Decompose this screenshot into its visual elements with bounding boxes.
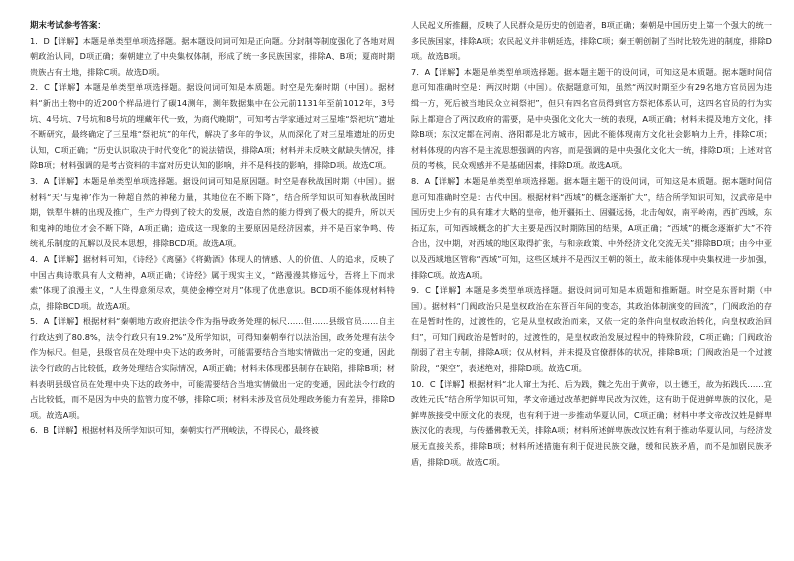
answer-paragraph: 5．A【详解】根据材料“秦朝地方政府把法令作为指导政务处理的标尺……但……县级官员……自主行政达到了80.8%，法令行政只有19.2%”及所学知识，可得知秦朝奉行以法治国，政务处理有法令作为标尺。但是，县级官员在处理中央下达的政务时，可能需要结合当地实情做出一定的变通，因此法令行政的占比较低，政务处理结合实际情况，A项正确；材料未体现郡县制存在缺陷，排除B项；材料表明县级官员在处理中央下达的政务中，可能需要结合当地实情做出一定的变通，因此法令行政的占比较低，而不是因为中央的监管力度不够，排除C项；材料未涉及官员处理政务能力有差异，排除D项。故选A项。: [30, 316, 395, 420]
answer-paragraph: 10．C【详解】根据材料“北人窜土为托、后为践，魏之先出于黄帝，以土德王，故为拓践氏……宜改姓元氏”结合所学知识可知，孝文帝通过改革把鲜卑民改为汉姓，这有助于促进鲜卑族的汉化，是鲜卑族接受中原文化的表现，也有利于进一步推动华夏认同，C项正确；材料中孝文帝改汉姓是鲜卑族汉化的表现，与传播佛教无关，排除A项；材料所述鲜卑族改汉姓有利于推动华夏认同，与经济发展无直接关系，排除B项；材料所述措施有利于促进民族交融，缓和民族矛盾，而不是加剧民族矛盾，排除D项。故选C项。: [410, 378, 772, 467]
answer-paragraph: 7．A【详解】本题是单类型单项选择题。据本题主题干的设问词，可知这是本质题。据本题时间信息可知准确时空是：两汉时期（中国）。依据题意可知，虽然“两汉时期至少有29名地方官员因为违缉一方，死后被当地民众立祠祭祀”，但只有四名官员得到官方祭祀体系认可，这四名官员的行为实际上都迎合了两汉政府的需要，是中央强化文化大一统的表现，A项正确；材料未提及地方文化，排除B项；东汉定都在河南、洛阳都是北方城市，因此不能体现南方文化社会影响力上升，排除C项；材料体现的内容不是主流思想强调的内容，而是强调的是中央强化文化大一统，排除D项；上述对官员的考核，民众观感并不是基础因素，排除D项。故选A项。: [410, 66, 772, 171]
answer-paragraph: 人民起义所推翻，反映了人民群众是历史的创造者，B项正确；秦朝是中国历史上第一个强大的统一多民族国家，排除A项；农民起义并非朝廷选，排除C项；秦王朝创制了当时比较先进的制度，排除D项。故选B项。: [410, 20, 772, 62]
document-title: 期末考试参考答案：: [30, 20, 106, 30]
left-column: [30, 18, 395, 551]
answer-paragraph: 8．A【详解】本题是单类型单项选择题。据本题主题干的设问词，可知这是本质题。据本题时间信息可知准确时空是：古代中国。根据材料“西域”的概念逐渐扩大”，结合所学知识可知，汉武帝是中国历史上少有的具有雄才大略的皇帝，他开疆拓土、固疆远扬，北击匈奴，南平岭南，西扩西域，东拓辽东，可知西域概念的扩大主要是西汉时期陈国的结果，A项正确；“西域”的概念逐渐扩大”不符合出，汉中期，对西域的地区取得扩张，与和亲政策、中外经济文化交流无关”排除BD项；由今中亚以及西域地区管称“西域”可知，这些区域并不是西汉王朝的领土，故未能体现中央集权进一步加强，排除C项。故选A项。: [410, 175, 772, 280]
right-column: [411, 18, 772, 551]
answer-paragraph: 1．D【详解】本题是单类型单项选择题。据本题设问词可知是正向题。分封制等制度强化了各地对周朝政治认同，D项正确；秦朝建立了中央集权体制，形成了统一多民族国家，排除A、B项；夏商时期贵族占有土地，排除C项。故选D项。: [30, 35, 395, 77]
answer-paragraph: 3．A【详解】本题是单类型单项选择题。据设问词可知是原因题。时空是春秋战国时期（中国）。据材料“天‘与鬼神’作为一种超自然的神秘力量，其地位在不断下降”，结合所学知识可知春秋战国时期，铁犁牛耕的出现及推广，生产力得到了较大的发展，改造自然的能力得到了极大的提升，所以天和鬼神的地位才会不断下降，A项正确；造成这一现象的主要原因是经济因素，并不是百家争鸣、传统礼乐制度的瓦解以及民本思想，排除BCD项。故选A项。: [30, 175, 395, 249]
answer-paragraph: 2．C【详解】本题是单类型单项选择题。据设问词可知是本质题。时空是先秦时期（中国）。据材料“新出土物中的近200个样品进行了碳14测年，测年数据集中在公元前1131年至前1012年，3号坑、4号坑、7号坑和8号坑的埋藏年代一致，为商代晚期”，可知考古学家通过对三星堆“祭祀坑”遗址不断研究，最终确定了三星堆“祭祀坑”的年代，解决了多年的争议，从而深化了对三星堆遗址的历史认知，C项正确；“历史认识取决于时代变化”的说法错误，排除A项；材料并未反映文献缺失情况，排除B项；材料强调的是考古资料的丰富对历史认知的影响，并不是科技的影响，排除D项。故选C项。: [30, 82, 395, 171]
answer-paragraph: 4．A【详解】据材料可知，《诗经》《离骚》《将勤酒》体现人的情感、人的价值、人的追求，反映了中国古典诗歌具有人文精神，A项正确；《诗经》属于现实主义，“路漫漫其修远兮，吾将上下而求索”体现了浪漫主义，“人生得意须尽欢，莫使金樽空对月”体现了优患意识。BCD项不能体现材料特点，排除BCD项。故选A项。: [30, 253, 395, 311]
answer-paragraph: 9．C【详解】本题是多类型单项选择题。据设问词可知是本质题和推断题。时空是东晋时期（中国）。据材料“门阀政治只是皇权政治在东晋百年间的变态，其政治体制演变的回流”，门阀政治的存在是暂时性的，过渡性的，它是从皇权政治而来，又依一定的条件向皇权政治转化，向皇权政治回归”，可知门阀政治是暂时的，过渡性的，是皇权政治发展过程中的特殊阶段，C项正确；门阀政治削弱了君主专制，排除A项；仅从材料，并未提及官僚群体的状况，排除B项；门阀政治是一个过渡阶段，“架空”，表述绝对，排除D项。故选C项。: [410, 285, 772, 374]
answer-paragraph: 6．B【详解】根据材料及所学知识可知，秦朝实行严刑峻法，不得民心，最终被: [30, 425, 319, 436]
